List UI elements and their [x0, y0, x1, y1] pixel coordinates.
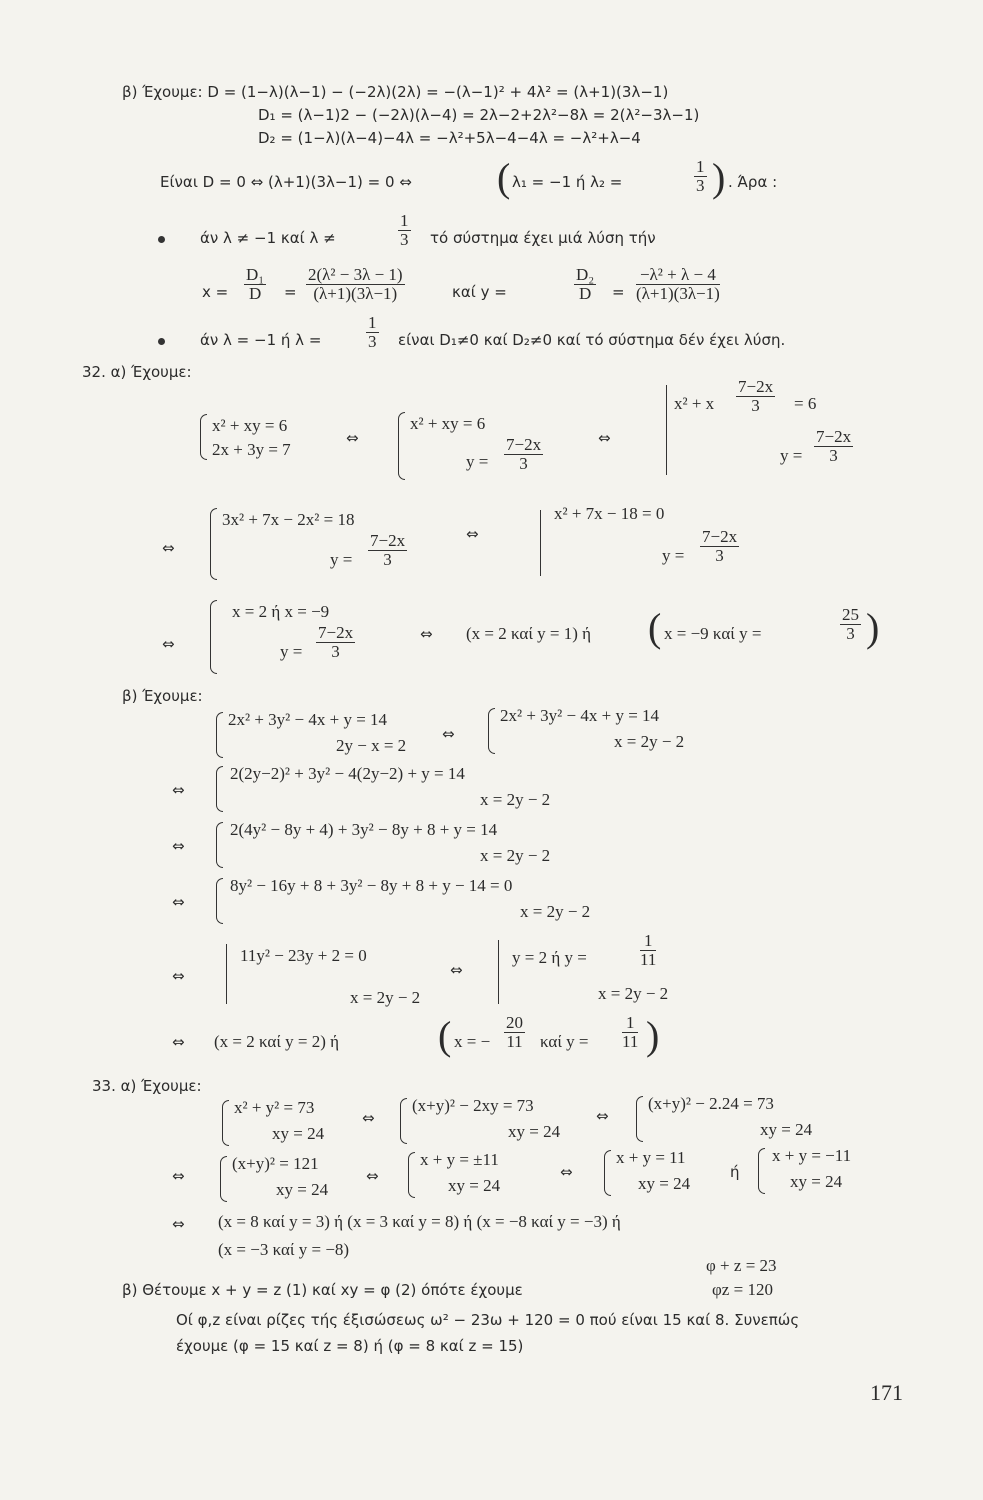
eq-f5b: x = 2y − 2 — [350, 988, 421, 1007]
eq-f1a: 2x² + 3y² − 4x + y = 14 — [228, 710, 388, 729]
line-D-zero: Είναι D = 0 ⇔ (λ+1)(3λ−1) = 0 ⇔ — [160, 173, 412, 191]
brace — [216, 878, 223, 924]
section-33b: β) Θέτουμε x + y = z (1) καί xy = φ (2) όπότε έχουμε — [122, 1281, 523, 1299]
eq-h1b: xy = 24 — [272, 1124, 325, 1143]
paren-left: ( — [648, 605, 662, 650]
brace — [758, 1148, 765, 1194]
eq-f5c: y = 2 ή y = — [512, 948, 587, 967]
eq-x2-plus-x: x² + x — [674, 394, 715, 413]
solution-pair-2: x = −9 καί y = — [664, 624, 762, 643]
eq-k1c: φz = 120 — [712, 1280, 773, 1299]
eq-h1d: xy = 24 — [508, 1122, 561, 1141]
paren-left: ( — [497, 155, 511, 200]
solution-f6a: (x = 2 καί y = 2) ή — [214, 1032, 340, 1051]
equiv-sign: ⇔ — [346, 429, 359, 447]
equiv-sign: ⇔ — [442, 725, 455, 743]
equiv-sign: ⇔ — [172, 1033, 185, 1051]
eq-k1b: φ + z = 23 — [706, 1256, 777, 1275]
line-D2: D₂ = (1−λ)(λ−4)−4λ = −λ²+5λ−4−4λ = −λ²+λ−4 — [258, 129, 641, 147]
equiv-sign: ⇔ — [172, 1215, 185, 1233]
eq-y-equals: y = — [280, 642, 303, 661]
fraction-1-11: $\frac{1}{11}$ — [622, 1013, 639, 1051]
eq-h1c: (x+y)² − 2xy = 73 — [412, 1096, 534, 1115]
equiv-sign: ⇔ — [362, 1109, 375, 1127]
eq-y-equals: y = — [330, 550, 353, 569]
vbar — [226, 944, 227, 1004]
fraction-7-2x: $\frac{7-2x}{3}$ — [370, 531, 406, 569]
bullet — [158, 338, 165, 345]
vbar — [540, 510, 541, 576]
fraction-7-2x: $\frac{7-2x}{3}$ — [816, 427, 852, 465]
brace — [210, 600, 217, 674]
brace — [220, 1156, 227, 1202]
brace — [604, 1150, 611, 1196]
equiv-sign: ⇔ — [596, 1107, 609, 1125]
eq-x2-xy-6: x² + xy = 6 — [410, 414, 486, 433]
fraction-one-third: $\frac{1}{3}$ — [368, 313, 377, 351]
brace — [400, 1098, 407, 1144]
equiv-sign: ⇔ — [598, 429, 611, 447]
eq-f2a: 2(2y−2)² + 3y² − 4(2y−2) + y = 14 — [230, 764, 465, 783]
equiv-sign: ⇔ — [466, 525, 479, 543]
eq-h1f: xy = 24 — [760, 1120, 813, 1139]
solutions-33a-last: (x = −3 καί y = −8) — [218, 1240, 350, 1259]
equiv-sign: ⇔ — [172, 781, 185, 799]
brace — [488, 708, 495, 754]
fraction-y-solution: $\frac{\text{−λ² + λ − 4}}{(\lambda+1)(3\lambda-1)}$ — [636, 265, 720, 303]
eq-h2d: xy = 24 — [448, 1176, 501, 1195]
eq-f1d: x = 2y − 2 — [614, 732, 685, 751]
eq-x2-xy-6: x² + xy = 6 — [212, 416, 288, 435]
fraction-20-11: $\frac{20}{11}$ — [506, 1013, 523, 1051]
section-33a: 33. α) Έχουμε: — [92, 1077, 202, 1095]
equiv-sign: ⇔ — [162, 539, 175, 557]
equiv-sign: ⇔ — [172, 1167, 185, 1185]
fraction-x-solution: $\frac{\text{2(λ² − 3λ − 1)}}{(\lambda+1)(3\lambda-1)}$ — [308, 265, 403, 303]
eq-h2f: xy = 24 — [638, 1174, 691, 1193]
eq-f3b: x = 2y − 2 — [480, 846, 551, 865]
brace — [216, 766, 223, 812]
fraction-D2-D: $\frac{\text{D₂}}{D}$ — [576, 265, 595, 303]
equals-sign: = — [612, 283, 625, 301]
eq-y-equals: y = — [662, 546, 685, 565]
equiv-sign: ⇔ — [366, 1167, 379, 1185]
fraction-1-11: $\frac{1}{11}$ — [640, 931, 657, 969]
fraction-7-2x: $\frac{7-2x}{3}$ — [506, 435, 542, 473]
equiv-sign: ⇔ — [172, 967, 185, 985]
eq-equals-6: = 6 — [794, 394, 817, 413]
fraction-25-3: $\frac{25}{3}$ — [842, 605, 859, 643]
brace — [210, 508, 217, 580]
eq-h2b: xy = 24 — [276, 1180, 329, 1199]
line-case-unique: άν λ ≠ −1 καί λ ≠ — [200, 229, 336, 247]
paren-left: ( — [438, 1013, 452, 1058]
equiv-sign: ⇔ — [172, 893, 185, 911]
fraction-D1-D: $\frac{\text{D₁}}{D}$ — [246, 265, 265, 303]
fraction-7-2x: $\frac{7-2x}{3}$ — [318, 623, 354, 661]
equiv-sign: ⇔ — [420, 625, 433, 643]
paren-right: ) — [646, 1013, 660, 1058]
eq-f5d: x = 2y − 2 — [598, 984, 669, 1003]
brace — [636, 1096, 643, 1142]
solution-f6c: καί y = — [540, 1032, 589, 1051]
line-roots: Οί φ,z είναι ρίζες τής έξισώσεως ω² − 23ω + 120 = 0 πού είναι 15 καί 8. Συνεπώς — [176, 1311, 800, 1329]
fraction-7-2x: $\frac{7-2x}{3}$ — [702, 527, 738, 565]
line-case-none: άν λ = −1 ή λ = — [200, 331, 322, 349]
section-32a: 32. α) Έχουμε: — [82, 363, 192, 381]
kai-y-equals: καί y = — [452, 283, 507, 301]
brace — [200, 414, 207, 460]
eq-f5a: 11y² − 23y + 2 = 0 — [240, 946, 367, 965]
eq-f2b: x = 2y − 2 — [480, 790, 551, 809]
equiv-sign: ⇔ — [560, 1163, 573, 1181]
fraction-one-third: $\frac{1}{3}$ — [400, 211, 409, 249]
solution-f6b: x = − — [454, 1032, 491, 1051]
eq-quadratic-x: x² + 7x − 18 = 0 — [554, 504, 665, 523]
line-no-solution: είναι D₁≠0 καί D₂≠0 καί τό σύστημα δέν έχει λύση. — [398, 331, 786, 349]
line-unique-solution: τό σύστημα έχει μιά λύση τήν — [430, 229, 656, 247]
eq-f1c: 2x² + 3y² − 4x + y = 14 — [500, 706, 660, 725]
eq-2x-3y-7: 2x + 3y = 7 — [212, 440, 291, 459]
eq-h2c: x + y = ±11 — [420, 1150, 499, 1169]
line-lambda-roots: λ₁ = −1 ή λ₂ = — [512, 173, 623, 191]
line-ara: . Άρα : — [728, 173, 778, 191]
fraction-one-third: $\frac{1}{3}$ — [696, 157, 705, 195]
eq-3x2-7x: 3x² + 7x − 2x² = 18 — [222, 510, 355, 529]
eq-y-equals: y = — [780, 446, 803, 465]
conjunction-or: ή — [730, 1163, 740, 1181]
equiv-sign: ⇔ — [162, 635, 175, 653]
line-D1: D₁ = (λ−1)2 − (−2λ)(λ−4) = 2λ−2+2λ²−8λ = 2(λ²−3λ−1) — [258, 106, 700, 124]
eq-h2i: xy = 24 — [790, 1172, 843, 1191]
eq-h2h: x + y = −11 — [772, 1146, 852, 1165]
line-conclusion: έχουμε (φ = 15 καί z = 8) ή (φ = 8 καί z = 15) — [176, 1337, 524, 1355]
brace — [408, 1152, 415, 1198]
eq-f4b: x = 2y − 2 — [520, 902, 591, 921]
paren-right: ) — [866, 605, 880, 650]
equals-sign: = — [284, 283, 297, 301]
bullet — [158, 236, 165, 243]
brace — [398, 412, 405, 480]
brace — [216, 822, 223, 868]
paren-right: ) — [712, 155, 726, 200]
fraction-7-2x: $\frac{7-2x}{3}$ — [738, 377, 774, 415]
eq-h1e: (x+y)² − 2.24 = 73 — [648, 1094, 774, 1113]
page-number: 171 — [870, 1380, 903, 1405]
equiv-sign: ⇔ — [172, 837, 185, 855]
x-equals: x = — [202, 283, 229, 301]
equiv-sign: ⇔ — [450, 961, 463, 979]
line-beta-D: β) Έχουμε: D = (1−λ)(λ−1) − (−2λ)(2λ) = −(λ−1)² + 4λ² = (λ+1)(3λ−1) — [122, 83, 669, 101]
eq-y-equals: y = — [466, 452, 489, 471]
solutions-33a: (x = 8 καί y = 3) ή (x = 3 καί y = 8) ή (x = −8 καί y = −3) ή — [218, 1212, 621, 1231]
solution-pair-1: (x = 2 καί y = 1) ή — [466, 624, 592, 643]
eq-f4a: 8y² − 16y + 8 + 3y² − 8y + 8 + y − 14 = 0 — [230, 876, 513, 895]
eq-f1b: 2y − x = 2 — [336, 736, 407, 755]
vbar — [498, 940, 499, 1004]
brace — [222, 1100, 229, 1146]
vbar — [666, 385, 667, 475]
eq-h2e: x + y = 11 — [616, 1148, 686, 1167]
eq-h1a: x² + y² = 73 — [234, 1098, 315, 1117]
eq-x-roots: x = 2 ή x = −9 — [232, 602, 330, 621]
eq-h2a: (x+y)² = 121 — [232, 1154, 319, 1173]
brace — [216, 712, 223, 758]
section-32b: β) Έχουμε: — [122, 687, 203, 705]
eq-f3a: 2(4y² − 8y + 4) + 3y² − 8y + 8 + y = 14 — [230, 820, 498, 839]
